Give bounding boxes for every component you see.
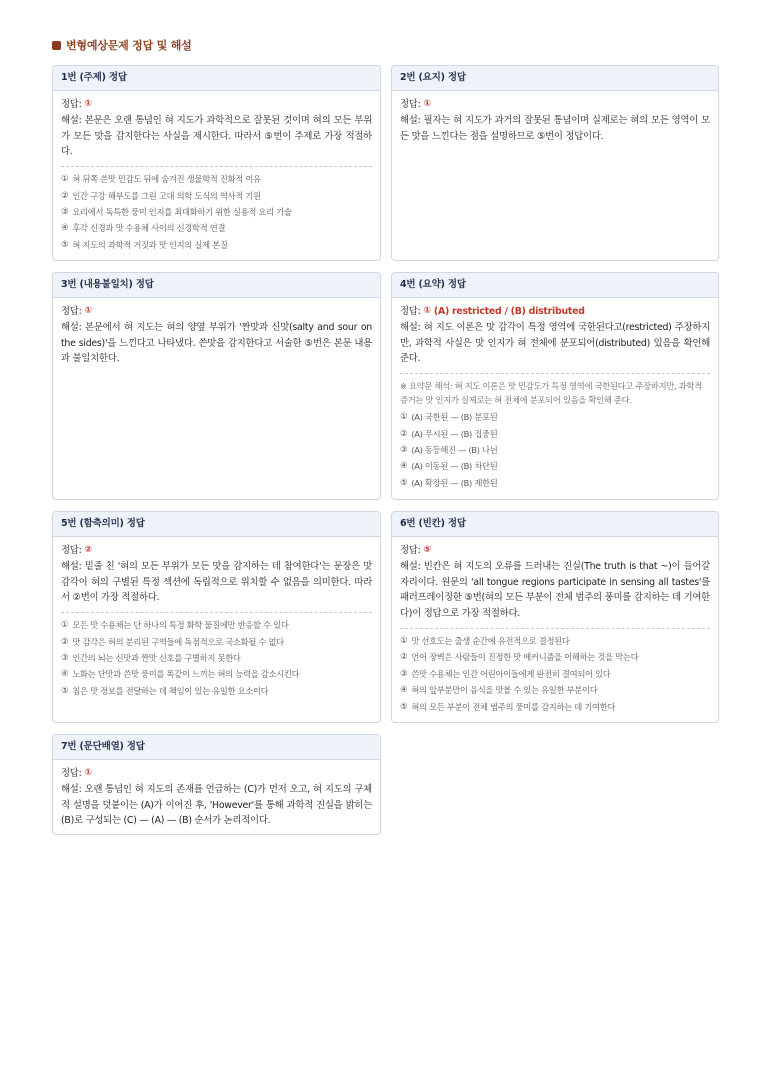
answer-text: (A) restricted / (B) distributed	[433, 306, 585, 317]
answer-mark: ①	[423, 99, 431, 109]
answer-label: 정답:	[61, 306, 82, 317]
answer-card-6	[391, 511, 719, 723]
option-text: 맛 감각은 혀의 분리된 구역들에 독점적으로 국소화될 수 없다	[72, 636, 284, 647]
card-title: 1번 (주제) 정답	[53, 66, 380, 91]
answer-mark: ①	[423, 306, 431, 316]
option-item	[61, 634, 372, 650]
answer-mark: ①	[84, 99, 92, 109]
option-item	[61, 617, 372, 633]
summary-note: ※ 요약문 해석: 혀 지도 이론은 맛 민감도가 특정 영역에 국한된다고 주장하지만, 과학적 증거는 맛 인지가 실제로는 혀 전체에 분포되어 있음을 확인해 준다.	[400, 381, 702, 405]
answer-mark: ①	[84, 306, 92, 316]
answer-mark: ②	[84, 545, 92, 555]
card-body	[53, 537, 380, 707]
option-number: ④	[61, 223, 69, 234]
answer-card-2	[391, 65, 719, 261]
answer-line	[61, 543, 372, 559]
card-body	[53, 760, 380, 835]
option-text: 노화는 단맛과 쓴맛 풍미를 똑같이 느끼는 혀의 능력을 감소시킨다	[72, 669, 300, 680]
option-text: (A) 확장된 — (B) 제한된	[411, 477, 498, 488]
explanation-text: 해설: 혀 지도 이론은 맛 감각이 특정 영역에 국한된다고(restricted) 주장하지만, 과학적 사실은 맛 인지가 혀 전체에 분포되어(distributed) 있음을 확인해준다.	[400, 321, 710, 365]
option-item	[400, 633, 710, 649]
option-number: ③	[400, 668, 408, 679]
explanation-text: 해설: 빈칸은 혀 지도의 오류를 드러내는 진실(The truth is that ~)이 들어갈 자리이다. 원문의 'all tongue regions participate in sensing all tastes'를 패러프레이징한 ⑤번(혀의 모든 부분이 전체 범주의 풍미를 감지하는 데 기여한다)이 정답으로 가장 적절하다.	[400, 560, 710, 620]
option-item	[400, 442, 710, 458]
option-item	[400, 409, 710, 425]
options-list	[61, 166, 372, 253]
option-number: ③	[61, 653, 69, 663]
option-number: ⑤	[400, 477, 408, 488]
explanation-text: 해설: 오랜 통념인 혀 지도의 존재를 언급하는 (C)가 먼저 오고, 혀 지도의 구체적 설명을 덧붙이는 (A)가 이어진 후, 'However'를 통해 과학적 진실을 밝히는 (B)로 구성되는 (C) — (A) — (B) 순서가 논리적이다.	[61, 783, 372, 827]
option-number: ②	[400, 428, 408, 439]
options-list	[61, 612, 372, 699]
option-text: 혀 지도의 과학적 거짓과 맛 인지의 실제 본질	[72, 239, 228, 250]
card-title: 7번 (문단배열) 정답	[53, 735, 380, 760]
option-text: 인간 구강 해부도를 그린 고대 의학 도식의 역사적 기원	[72, 190, 261, 201]
option-number: ②	[400, 652, 408, 663]
option-number: ④	[400, 461, 408, 472]
answer-card-7	[52, 734, 381, 835]
answer-grid	[52, 65, 718, 835]
answer-card-5	[52, 511, 381, 723]
option-number: ②	[61, 636, 69, 647]
option-number: ①	[61, 620, 69, 631]
option-number: ④	[400, 685, 408, 696]
section-header	[52, 37, 718, 53]
answer-line	[400, 97, 710, 113]
option-item	[61, 204, 372, 220]
explanation-text: 해설: 필자는 혀 지도가 과거의 잘못된 통념이며 실제로는 혀의 모든 영역이 모든 맛을 느낀다는 점을 설명하므로 ⑤번이 정답이다.	[400, 114, 710, 142]
option-number: ③	[400, 445, 408, 455]
answer-label: 정답:	[61, 99, 82, 110]
option-number: ⑤	[400, 701, 408, 712]
option-number: ②	[61, 190, 69, 201]
option-number: ①	[400, 635, 408, 646]
option-text: (A) 국한된 — (B) 분포된	[411, 412, 498, 423]
option-text: 침은 맛 정보를 전달하는 데 책임이 있는 유일한 요소이다	[72, 685, 269, 696]
option-item	[61, 237, 372, 253]
option-text: 언어 장벽은 사람들이 진정한 맛 메커니즘을 이해하는 것을 막는다	[411, 652, 639, 663]
answer-label: 정답:	[400, 545, 421, 556]
answer-line	[61, 766, 372, 782]
option-item	[400, 699, 710, 715]
card-title: 3번 (내용불일치) 정답	[53, 273, 380, 298]
option-item	[61, 666, 372, 682]
option-item	[61, 220, 372, 236]
answer-line	[400, 543, 710, 559]
option-item	[61, 171, 372, 187]
option-text: 쓴맛 수용체는 인간 어린아이들에게 완전히 결여되어 있다	[411, 668, 611, 679]
option-item	[400, 649, 710, 665]
section-title: 변형예상문제 정답 및 해설	[66, 39, 192, 52]
answer-line	[400, 304, 710, 320]
square-bullet-icon	[52, 41, 61, 50]
option-text: 인간의 뇌는 신맛과 짠맛 신호를 구별하지 못한다	[72, 653, 241, 663]
options-list	[400, 628, 710, 715]
answer-mark: ⑤	[423, 545, 431, 555]
option-text: 맛 선호도는 출생 순간에 유전적으로 결정된다	[411, 635, 570, 646]
card-title: 5번 (함축의미) 정답	[53, 512, 380, 537]
option-item	[400, 682, 710, 698]
option-text: 혀의 모든 부분이 전체 범주의 풍미를 감지하는 데 기여한다	[411, 701, 616, 712]
option-text: 혀 뒤쪽 쓴맛 민감도 뒤에 숨겨진 생물학적 진화적 이유	[72, 174, 261, 185]
answer-line	[61, 97, 372, 113]
card-body	[392, 537, 718, 723]
answer-card-1	[52, 65, 381, 261]
option-text: 혀의 앞부분만이 음식을 맛볼 수 있는 유일한 부분이다	[411, 685, 598, 696]
option-item	[61, 188, 372, 204]
option-text: 후각 신경과 맛 수용체 사이의 신경학적 연결	[72, 223, 226, 234]
option-item	[61, 650, 372, 666]
answer-card-3	[52, 272, 381, 500]
option-item	[400, 426, 710, 442]
option-number: ⑤	[61, 685, 69, 696]
card-body	[392, 298, 718, 499]
options-list	[400, 373, 710, 491]
answer-label: 정답:	[400, 99, 421, 110]
option-item	[400, 458, 710, 474]
answer-label: 정답:	[61, 768, 82, 779]
option-text: 요리에서 독특한 풍미 인지를 최대화하기 위한 실용적 요리 기술	[72, 207, 292, 217]
card-title: 6번 (빈칸) 정답	[392, 512, 718, 537]
option-number: ④	[61, 669, 69, 680]
option-item	[61, 683, 372, 699]
option-text: (A) 동등해진 — (B) 나뉜	[411, 445, 498, 455]
card-body	[53, 298, 380, 375]
answer-card-4	[391, 272, 719, 500]
explanation-text: 해설: 밑줄 친 '혀의 모든 부위가 모든 맛을 감지하는 데 참여한다'는 문장은 맛 감각이 혀의 구별된 특정 섹션에 독립적으로 위치할 수 없음을 의미한다. 따라서 ②번이 가장 적절하다.	[61, 560, 372, 604]
explanation-text: 해설: 본문은 오랜 통념인 혀 지도가 과학적으로 잘못된 것이며 혀의 모든 부위가 모든 맛을 감지한다는 사실을 제시한다. 따라서 ⑤번이 주제로 가장 적절하다.	[61, 114, 372, 158]
option-text: (A) 무시된 — (B) 집중된	[411, 428, 498, 439]
option-text: (A) 이동된 — (B) 차단된	[411, 461, 498, 472]
answer-line	[61, 304, 372, 320]
explanation-text: 해설: 본문에서 혀 지도는 혀의 양옆 부위가 '짠맛과 신맛(salty and sour on the sides)'을 느낀다고 나타냈다. 쓴맛을 감지한다고 서술한 ⑤번은 본문 내용과 불일치한다.	[61, 321, 372, 365]
option-text: 모든 맛 수용체는 단 하나의 특정 화학 물질에만 반응할 수 있다	[72, 620, 289, 631]
card-title: 2번 (요지) 정답	[392, 66, 718, 91]
option-item	[400, 666, 710, 682]
card-body	[392, 91, 718, 152]
card-title: 4번 (요약) 정답	[392, 273, 718, 298]
card-body	[53, 91, 380, 261]
option-item	[400, 475, 710, 491]
answer-label: 정답:	[400, 306, 421, 317]
option-number: ⑤	[61, 239, 69, 250]
answer-mark: ①	[84, 768, 92, 778]
option-number: ①	[400, 412, 408, 423]
option-number: ①	[61, 174, 69, 185]
option-number: ③	[61, 207, 69, 217]
answer-label: 정답:	[61, 545, 82, 556]
